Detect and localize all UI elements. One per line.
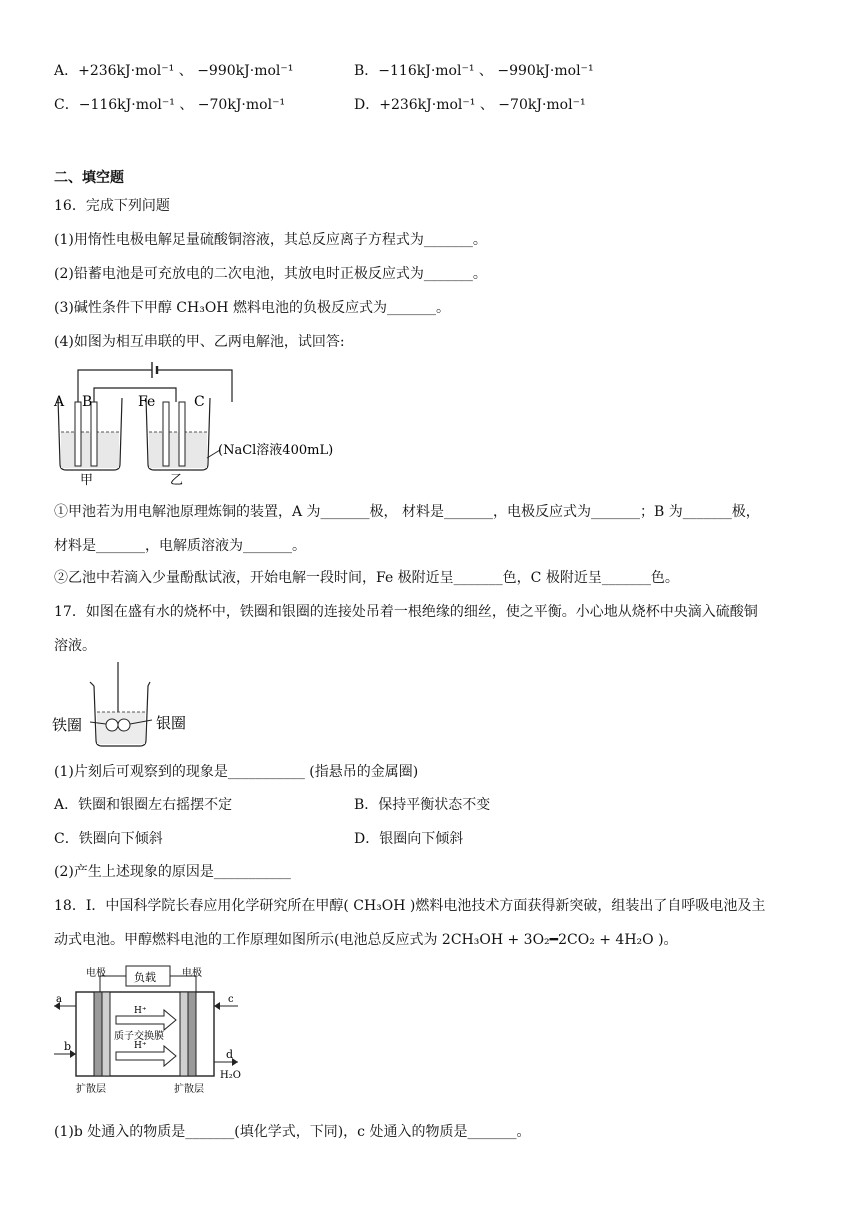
q17-stem-line2: 溶液。 bbox=[54, 638, 96, 654]
q17-option-c: C．铁圈向下倾斜 bbox=[54, 831, 163, 847]
option-a: A．+236kJ·mol⁻¹ 、 −990kJ·mol⁻¹ bbox=[54, 63, 294, 79]
q16-part1: (1)用惰性电极电解足量硫酸铜溶液，其总反应离子方程式为_______。 bbox=[54, 232, 487, 248]
electrolysis-cells-figure bbox=[50, 358, 360, 490]
label-jia: 甲 bbox=[80, 473, 94, 488]
q17-option-d: D．银圈向下倾斜 bbox=[354, 831, 464, 847]
label-electrode-left: 电极 bbox=[86, 968, 106, 979]
option-d: D．+236kJ·mol⁻¹ 、 −70kJ·mol⁻¹ bbox=[354, 97, 586, 113]
label-membrane: 质子交换膜 bbox=[114, 1031, 164, 1042]
label-silver-ring: 银圈 bbox=[156, 714, 187, 732]
q16-part4: (4)如图为相互串联的甲、乙两电解池，试回答: bbox=[54, 334, 345, 350]
label-d: d bbox=[226, 1048, 234, 1061]
label-diffusion-left: 扩散层 bbox=[76, 1084, 106, 1095]
q16-sub1-line2: 材料是_______，电解质溶液为_______。 bbox=[54, 538, 306, 554]
label-diffusion-right: 扩散层 bbox=[174, 1084, 204, 1095]
q17-part2: (2)产生上述现象的原因是___________ bbox=[54, 864, 291, 880]
q17-option-a: A．铁圈和银圈左右摇摆不定 bbox=[54, 797, 233, 813]
q18-stem-line1: 18．I．中国科学院长春应用化学研究所在甲醇( CH₃OH )燃料电池技术方面获得新突破，组装出了自呼吸电池及主 bbox=[54, 898, 766, 914]
label-h-plus-1: H⁺ bbox=[134, 1006, 147, 1016]
option-b: B．−116kJ·mol⁻¹ 、 −990kJ·mol⁻¹ bbox=[354, 63, 594, 79]
label-solution: (NaCl溶液400mL) bbox=[218, 443, 334, 458]
label-a: a bbox=[56, 994, 62, 1005]
label-iron-ring: 铁圈 bbox=[52, 716, 83, 734]
q16-part3: (3)碱性条件下甲醇 CH₃OH 燃料电池的负极反应式为_______。 bbox=[54, 300, 450, 316]
label-c: c bbox=[228, 994, 234, 1005]
fuel-cell-figure bbox=[50, 962, 250, 1102]
label-B: B bbox=[82, 394, 93, 410]
beaker-rings-figure bbox=[50, 660, 210, 752]
q17-stem-line1: 17．如图在盛有水的烧杯中，铁圈和银圈的连接处吊着一根绝缘的细丝，使之平衡。小心地从烧杯中央滴入硫酸铜 bbox=[54, 604, 758, 620]
q16-sub2: ②乙池中若滴入少量酚酞试液，开始电解一段时间，Fe 极附近呈_______色，C 极附近呈_______色。 bbox=[54, 570, 679, 586]
q17-option-b: B．保持平衡状态不变 bbox=[354, 797, 491, 813]
q18-part1: (1)b 处通入的物质是_______(填化学式，下同)，c 处通入的物质是_______。 bbox=[54, 1124, 531, 1140]
label-A: A bbox=[54, 394, 65, 410]
label-electrode-right: 电极 bbox=[182, 968, 202, 979]
label-load: 负载 bbox=[134, 971, 156, 984]
label-C: C bbox=[194, 394, 205, 410]
q16-stem: 16．完成下列问题 bbox=[54, 198, 170, 214]
label-yi: 乙 bbox=[170, 473, 184, 488]
label-Fe: Fe bbox=[138, 394, 156, 410]
q17-part1: (1)片刻后可观察到的现象是___________ (指悬吊的金属圈) bbox=[54, 764, 419, 780]
label-b: b bbox=[64, 1040, 72, 1053]
q18-stem-line2: 动式电池。甲醇燃料电池的工作原理如图所示(电池总反应式为 2CH₃OH + 3O₂━2CO₂ + 4H₂O )。 bbox=[54, 932, 678, 948]
label-h2o: H₂O bbox=[220, 1070, 241, 1081]
label-h-plus-2: H⁺ bbox=[134, 1041, 147, 1051]
q16-sub1-line1: ①甲池若为用电解池原理炼铜的装置，A 为_______极， 材料是_______，电极反应式为_______；B 为_______极， bbox=[54, 504, 760, 520]
q16-part2: (2)铅蓄电池是可充放电的二次电池，其放电时正极反应式为_______。 bbox=[54, 266, 487, 282]
option-c: C．−116kJ·mol⁻¹ 、 −70kJ·mol⁻¹ bbox=[54, 97, 286, 113]
section-title: 二、填空题 bbox=[54, 170, 124, 186]
